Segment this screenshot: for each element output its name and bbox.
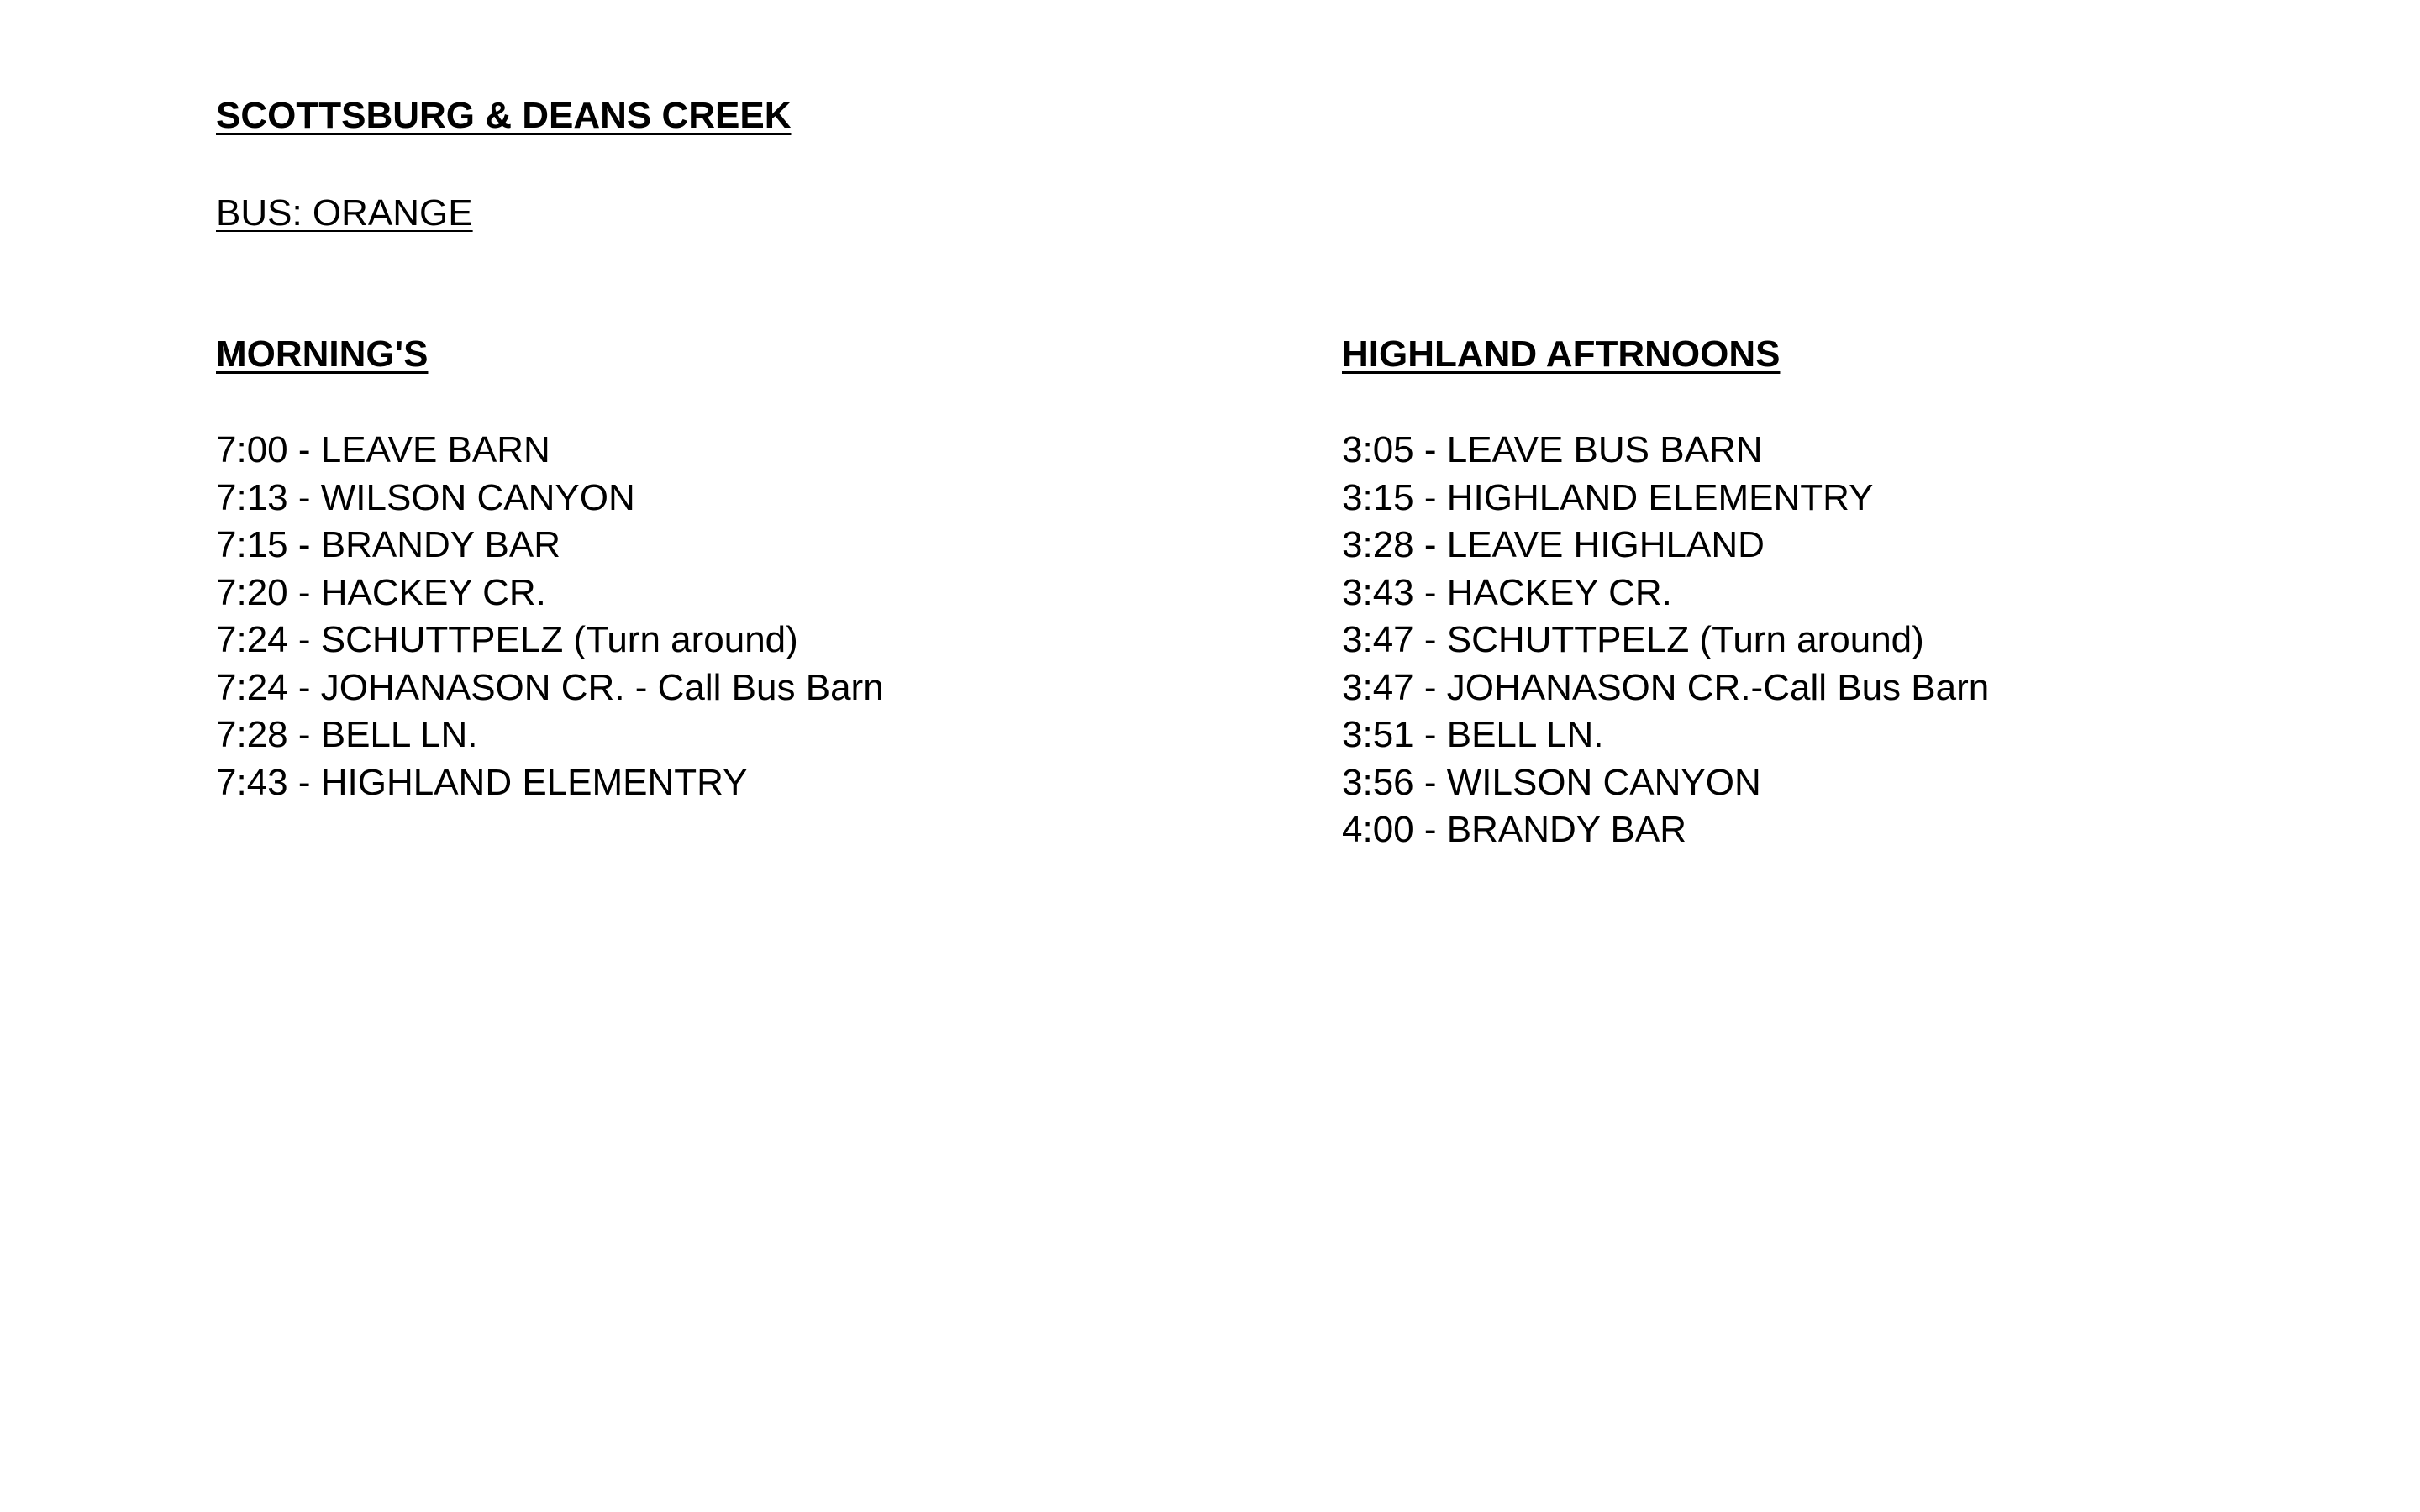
morning-stop: 7:00 - LEAVE BARN (216, 429, 550, 470)
morning-schedule (216, 329, 884, 806)
afternoon-stop: 3:56 - WILSON CANYON (1342, 761, 1761, 803)
afternoon-stop-list (1342, 427, 1989, 854)
morning-stop: 7:43 - HIGHLAND ELEMENTRY (216, 761, 748, 803)
afternoon-stop: 3:47 - JOHANASON CR.-Call Bus Barn (1342, 666, 1990, 708)
morning-heading: MORNING'S (216, 333, 429, 375)
morning-stop: 7:28 - BELL LN. (216, 714, 478, 755)
morning-stop: 7:24 - JOHANASON CR. - Call Bus Barn (216, 666, 884, 708)
morning-stop: 7:24 - SCHUTTPELZ (Turn around) (216, 619, 798, 660)
afternoon-schedule (1342, 329, 1989, 854)
morning-stop: 7:15 - BRANDY BAR (216, 524, 561, 565)
afternoon-stop: 4:00 - BRANDY BAR (1342, 809, 1687, 850)
afternoon-stop: 3:28 - LEAVE HIGHLAND (1342, 524, 1765, 565)
route-title: SCOTTSBURG & DEANS CREEK (216, 95, 792, 136)
morning-stop: 7:13 - WILSON CANYON (216, 476, 635, 518)
afternoon-stop: 3:47 - SCHUTTPELZ (Turn around) (1342, 619, 1924, 660)
afternoon-stop: 3:15 - HIGHLAND ELEMENTRY (1342, 476, 1874, 518)
afternoon-heading: HIGHLAND AFTRNOONS (1342, 333, 1781, 375)
morning-stop-list (216, 427, 884, 806)
afternoon-stop: 3:05 - LEAVE BUS BARN (1342, 429, 1763, 470)
morning-stop: 7:20 - HACKEY CR. (216, 571, 546, 613)
bus-label: BUS: ORANGE (216, 192, 473, 234)
afternoon-stop: 3:51 - BELL LN. (1342, 714, 1604, 755)
afternoon-stop: 3:43 - HACKEY CR. (1342, 571, 1672, 613)
